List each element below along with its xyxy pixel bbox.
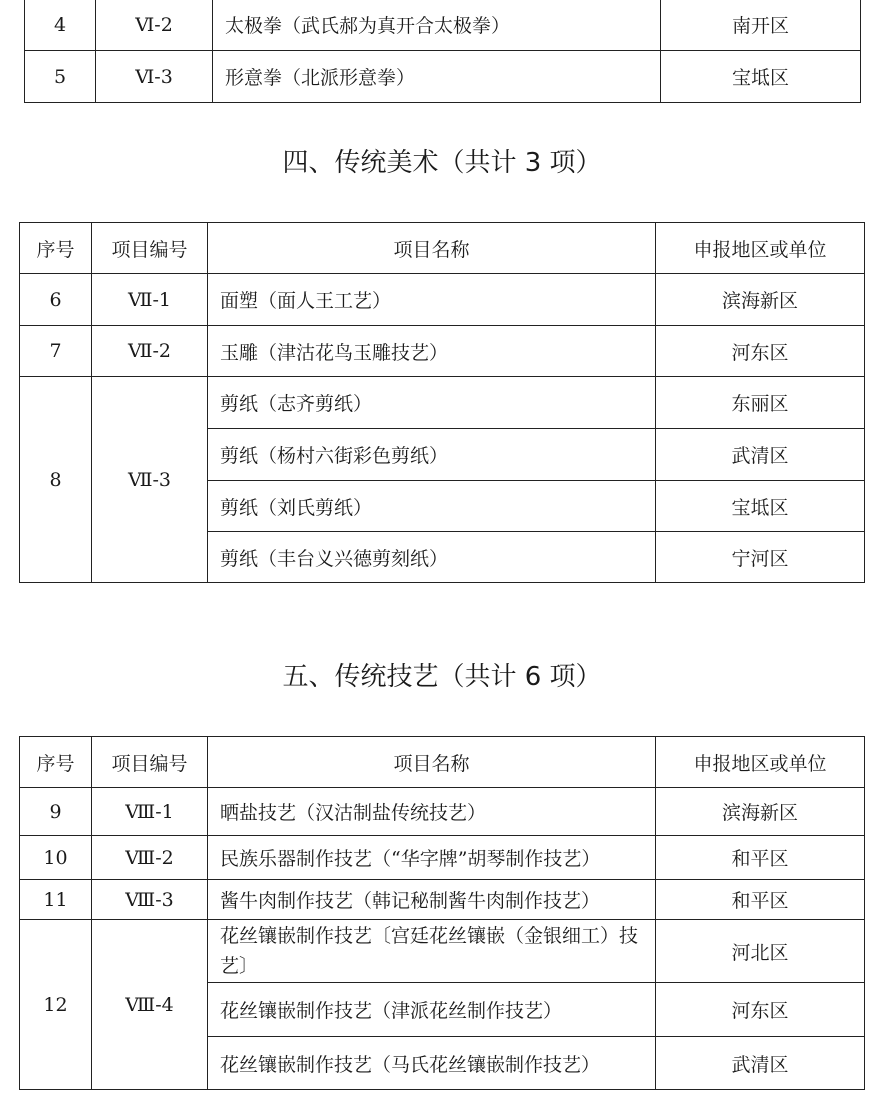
item-code: Ⅶ-1 (92, 274, 208, 326)
item-name: 花丝镶嵌制作技艺〔宫廷花丝镶嵌（金银细工）技艺〕 (208, 920, 656, 983)
item-name: 剪纸（丰台义兴德剪刻纸） (208, 532, 656, 583)
item-region: 河北区 (656, 920, 865, 983)
item-name: 酱牛肉制作技艺（韩记秘制酱牛肉制作技艺） (208, 880, 656, 920)
table-row (25, 0, 861, 51)
item-code: Ⅷ-3 (92, 880, 208, 920)
item-name: 剪纸（志齐剪纸） (208, 377, 656, 429)
item-region: 东丽区 (656, 377, 865, 429)
header-code: 项目编号 (92, 223, 208, 274)
item-name: 面塑（面人王工艺） (208, 274, 656, 326)
table-row (20, 326, 865, 377)
item-code: Ⅷ-4 (92, 920, 208, 1090)
item-name: 剪纸（刘氏剪纸） (208, 481, 656, 532)
row-number: 5 (25, 51, 96, 103)
header-name: 项目名称 (208, 223, 656, 274)
item-name: 太极拳（武氏郝为真开合太极拳） (213, 0, 661, 51)
section-title-traditional-craft: 五、传统技艺（共计 6 项） (282, 662, 602, 692)
item-name: 玉雕（津沽花鸟玉雕技艺） (208, 326, 656, 377)
row-number: 12 (20, 920, 92, 1090)
table-traditional-art (19, 222, 865, 583)
table-row (20, 880, 865, 920)
item-name: 晒盐技艺（汉沽制盐传统技艺） (208, 788, 656, 836)
row-number: 4 (25, 0, 96, 51)
item-code: Ⅶ-3 (92, 377, 208, 583)
item-region: 南开区 (661, 0, 861, 51)
row-number: 10 (20, 836, 92, 880)
item-code: Ⅵ-3 (96, 51, 213, 103)
item-region: 宝坻区 (656, 481, 865, 532)
item-region: 宁河区 (656, 532, 865, 583)
item-code: Ⅷ-1 (92, 788, 208, 836)
item-region: 宝坻区 (661, 51, 861, 103)
item-code: Ⅵ-2 (96, 0, 213, 51)
item-name: 剪纸（杨村六街彩色剪纸） (208, 429, 656, 481)
row-number: 7 (20, 326, 92, 377)
table-row (20, 377, 865, 429)
item-code: Ⅶ-2 (92, 326, 208, 377)
item-code: Ⅷ-2 (92, 836, 208, 880)
row-number: 9 (20, 788, 92, 836)
item-region: 河东区 (656, 983, 865, 1037)
table-top (24, 0, 861, 103)
item-name: 形意拳（北派形意拳） (213, 51, 661, 103)
item-region: 河东区 (656, 326, 865, 377)
item-region: 武清区 (656, 429, 865, 481)
row-number: 8 (20, 377, 92, 583)
section-title-traditional-art: 四、传统美术（共计 3 项） (282, 148, 602, 178)
row-number: 6 (20, 274, 92, 326)
table-row (20, 788, 865, 836)
row-number: 11 (20, 880, 92, 920)
table-header-row (20, 223, 865, 274)
header-number: 序号 (20, 737, 92, 788)
item-region: 武清区 (656, 1037, 865, 1090)
table-header-row (20, 737, 865, 788)
item-name: 民族乐器制作技艺（“华字牌”胡琴制作技艺） (208, 836, 656, 880)
header-number: 序号 (20, 223, 92, 274)
table-row (20, 836, 865, 880)
header-name: 项目名称 (208, 737, 656, 788)
item-region: 滨海新区 (656, 788, 865, 836)
header-code: 项目编号 (92, 737, 208, 788)
table-row (25, 51, 861, 103)
header-region: 申报地区或单位 (656, 223, 865, 274)
table-row (20, 920, 865, 983)
item-region: 和平区 (656, 880, 865, 920)
table-row (20, 274, 865, 326)
item-region: 和平区 (656, 836, 865, 880)
item-name: 花丝镶嵌制作技艺（津派花丝制作技艺） (208, 983, 656, 1037)
header-region: 申报地区或单位 (656, 737, 865, 788)
table-traditional-craft (19, 736, 865, 1090)
item-name: 花丝镶嵌制作技艺（马氏花丝镶嵌制作技艺） (208, 1037, 656, 1090)
item-region: 滨海新区 (656, 274, 865, 326)
